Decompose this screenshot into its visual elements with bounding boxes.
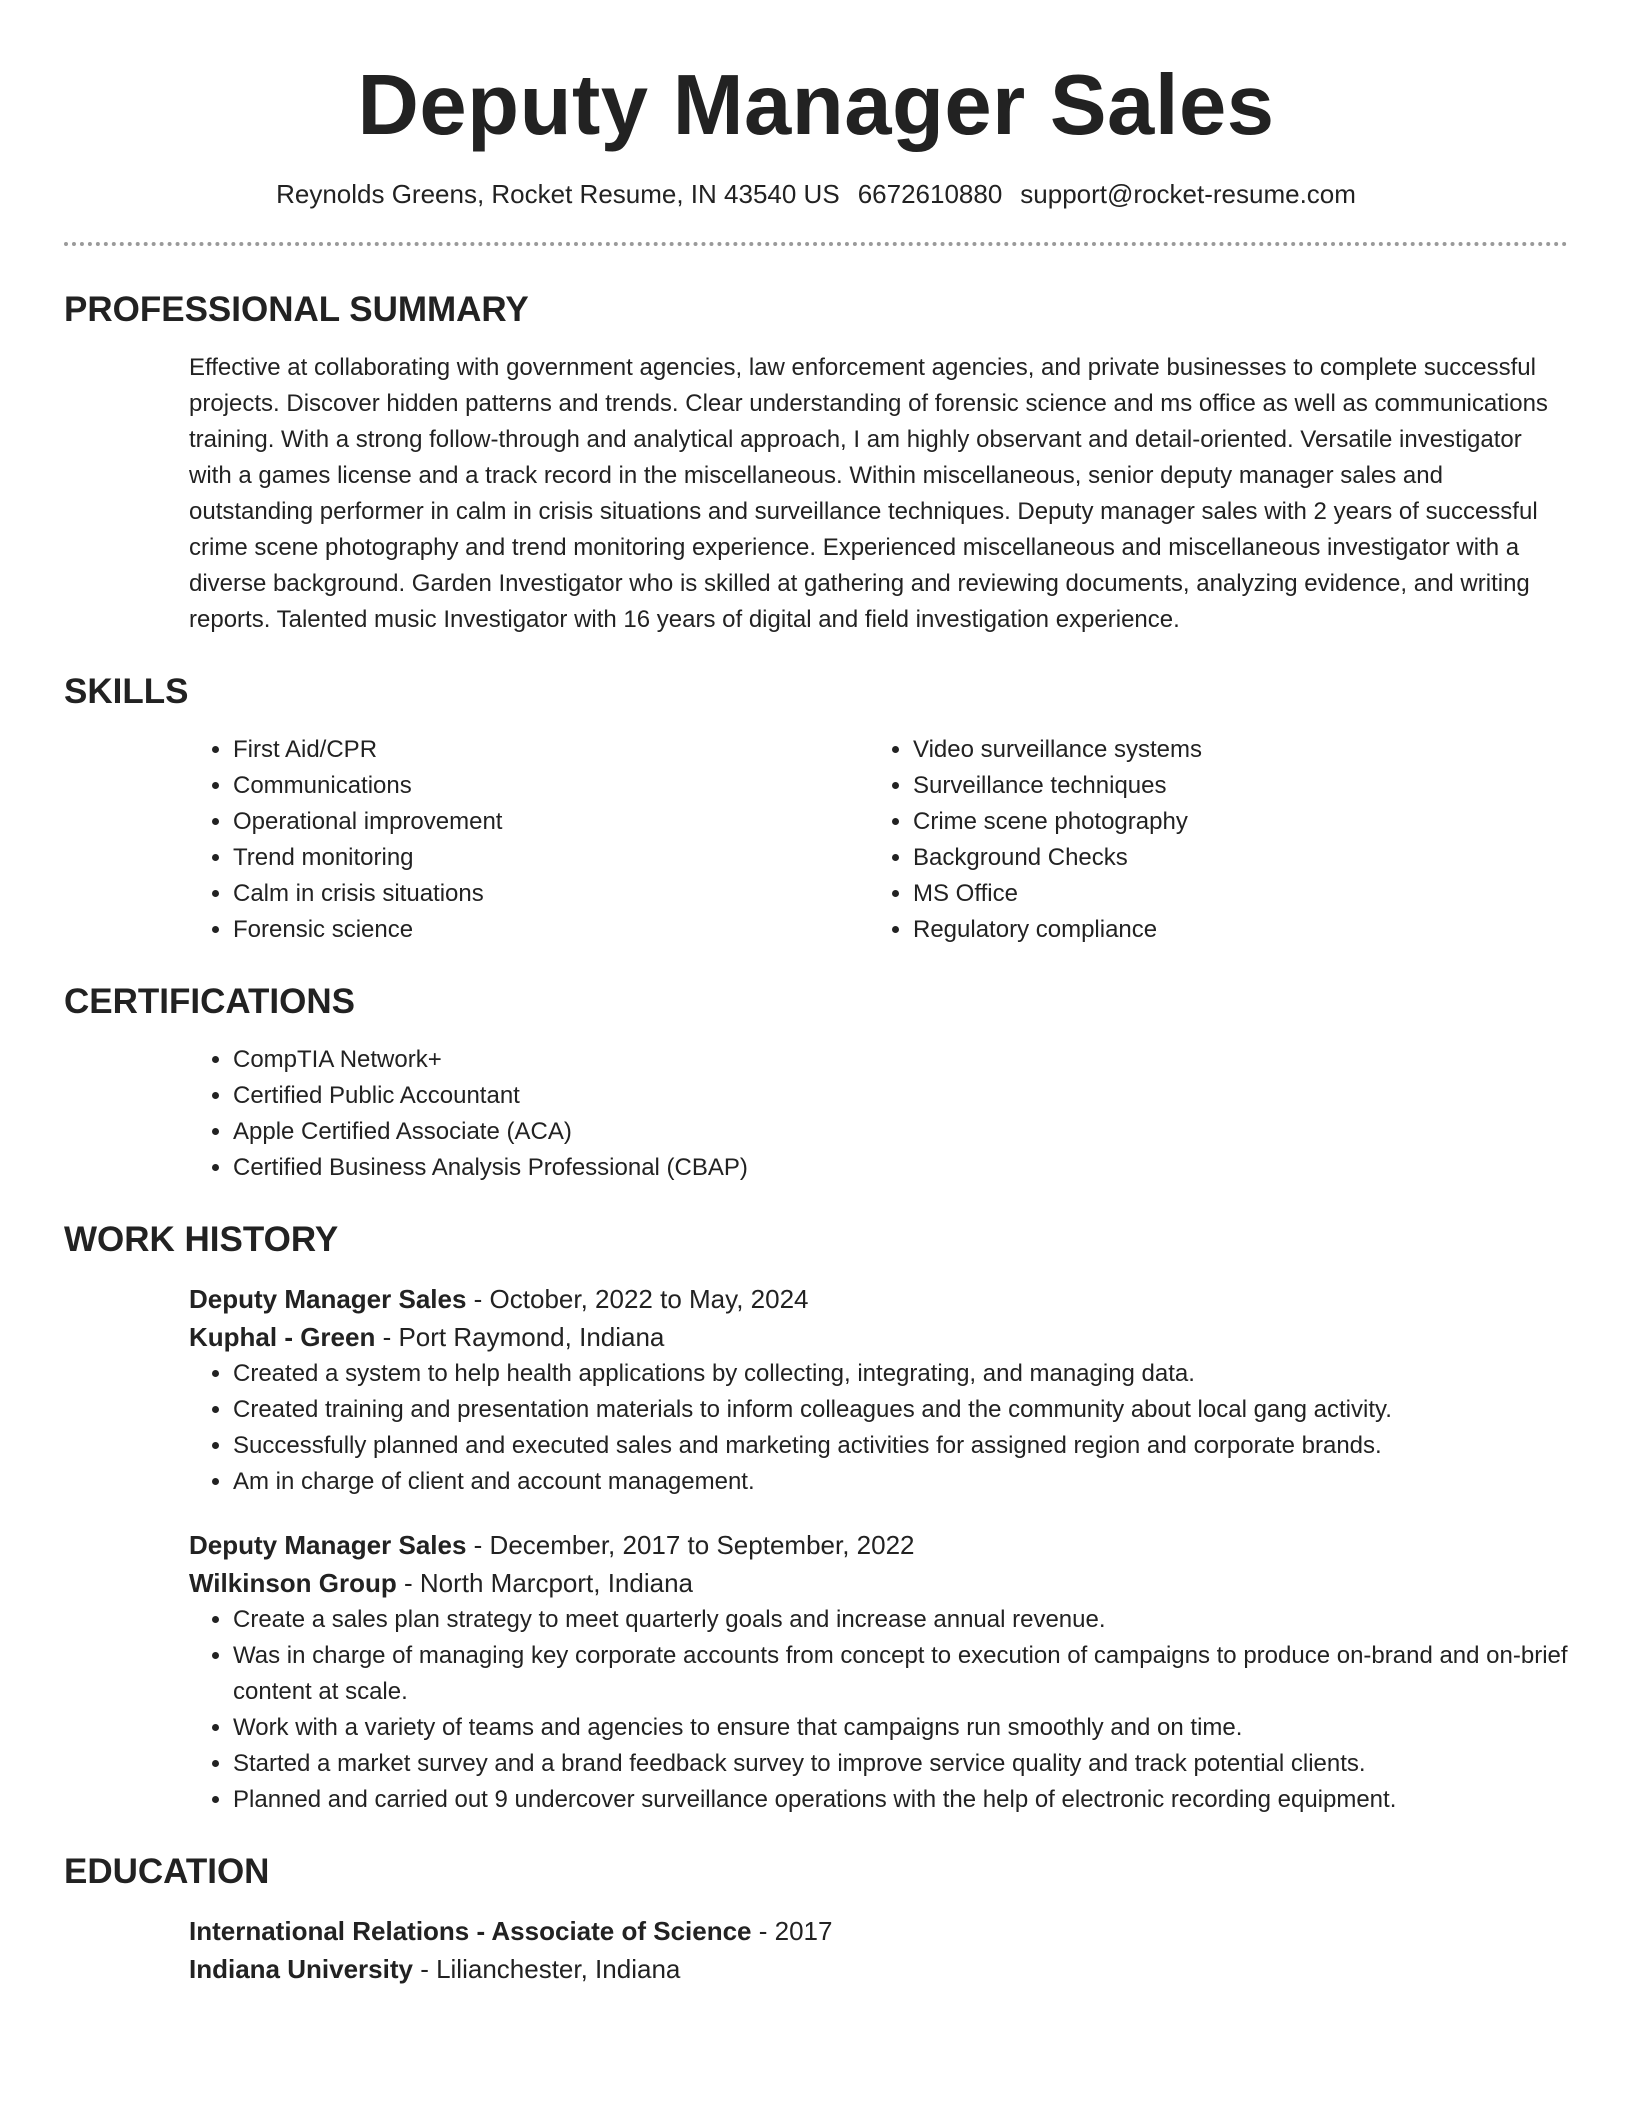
job-dates: - December, 2017 to September, 2022 [466,1530,915,1560]
skills-list-left [189,732,869,948]
job-bullet: • Successfully planned and executed sales and marketing activities for assigned region and corporate brands. [233,1428,1568,1464]
job-bullet: • Started a market survey and a brand feedback survey to improve service quality and track potential clients. [233,1746,1568,1782]
job-bullet: • Work with a variety of teams and agencies to ensure that campaigns run smoothly and on time. [233,1710,1568,1746]
education-degree: International Relations - Associate of Science [189,1916,752,1946]
education-degree-line [189,1912,1568,1950]
skill-item: • Regulatory compliance [913,912,1549,948]
job-bullet: • Was in charge of managing key corporate accounts from concept to execution of campaigns to produce on-brand and on-brief content at scale. [233,1638,1568,1710]
job-bullets [189,1602,1568,1818]
header-divider [64,242,1568,246]
education-year: - 2017 [751,1916,833,1946]
skill-item: • Surveillance techniques [913,768,1549,804]
job-title-line [189,1280,1568,1318]
job-company-line [189,1564,1568,1602]
job-company: Wilkinson Group [189,1568,397,1598]
summary-heading: PROFESSIONAL SUMMARY [64,290,529,329]
job-title-line [189,1526,1568,1564]
resume-name: Deputy Manager Sales [357,58,1275,153]
job-bullet: • Planned and carried out 9 undercover surveillance operations with the help of electronic recording equipment. [233,1782,1568,1818]
certifications-block [189,1042,1568,1186]
job-entry [189,1280,1568,1500]
skill-item: • Video surveillance systems [913,732,1549,768]
job-bullet: • Create a sales plan strategy to meet quarterly goals and increase annual revenue. [233,1602,1568,1638]
work-history-heading: WORK HISTORY [64,1220,339,1259]
job-bullet: • Created a system to help health applications by collecting, integrating, and managing data. [233,1356,1568,1392]
skills-column-right [869,732,1549,948]
certification-item: • CompTIA Network+ [233,1042,1568,1078]
job-role: Deputy Manager Sales [189,1530,467,1560]
skill-item: • First Aid/CPR [233,732,869,768]
skill-item: • Forensic science [233,912,869,948]
education-entry [189,1912,1568,1988]
resume-page [64,0,1568,1988]
certifications-heading: CERTIFICATIONS [64,982,356,1021]
skill-item: • MS Office [913,876,1549,912]
job-bullets [189,1356,1568,1500]
certification-item: • Certified Business Analysis Professional (CBAP) [233,1150,1568,1186]
job-company-line [189,1318,1568,1356]
skill-item: • Operational improvement [233,804,869,840]
education-school: Indiana University [189,1954,413,1984]
contact-email[interactable]: support@rocket-resume.com [1020,179,1356,209]
skill-item: • Crime scene photography [913,804,1549,840]
skill-item: • Communications [233,768,869,804]
contact-address: Reynolds Greens, Rocket Resume, IN 43540 US [276,179,840,209]
summary-text: Effective at collaborating with government agencies, law enforcement agencies, and private businesses to complete successful projects. Discover hidden patterns and trends. Clear understanding of forensic science and ms office as well as communications training. With a strong follow-through and analytical approach, I am highly observant and detail-oriented. Versatile investigator with a games license and a track record in the miscellaneous. Within miscellaneous, senior deputy manager sales and outstanding performer in calm in crisis situations and surveillance techniques. Deputy manager sales with 2 years of successful crime scene photography and trend monitoring experience. Experienced miscellaneous and miscellaneous investigator with a diverse background. Garden Investigator who is skilled at gathering and reviewing documents, analyzing evidence, and writing reports. Talented music Investigator with 16 years of digital and field investigation experience. [189,354,1548,633]
education-heading: EDUCATION [64,1852,270,1891]
job-location: - North Marcport, Indiana [396,1568,693,1598]
certification-item: • Certified Public Accountant [233,1078,1568,1114]
contact-line [64,178,1568,210]
certification-item: • Apple Certified Associate (ACA) [233,1114,1568,1150]
job-location: - Port Raymond, Indiana [375,1322,665,1352]
skills-heading: SKILLS [64,672,189,711]
skills-list-right [869,732,1549,948]
job-entry [189,1526,1568,1818]
job-company: Kuphal - Green [189,1322,376,1352]
certifications-list [189,1042,1568,1186]
education-school-line [189,1950,1568,1988]
skill-item: • Trend monitoring [233,840,869,876]
skill-item: • Calm in crisis situations [233,876,869,912]
job-bullet: • Created training and presentation materials to inform colleagues and the community about local gang activity. [233,1392,1568,1428]
job-bullet: • Am in charge of client and account management. [233,1464,1568,1500]
job-dates: - October, 2022 to May, 2024 [466,1284,809,1314]
job-role: Deputy Manager Sales [189,1284,467,1314]
skills-column-left [189,732,869,948]
contact-phone: 6672610880 [857,179,1003,209]
education-location: - Lilianchester, Indiana [412,1954,681,1984]
skill-item: • Background Checks [913,840,1549,876]
skills-grid [189,732,1568,948]
